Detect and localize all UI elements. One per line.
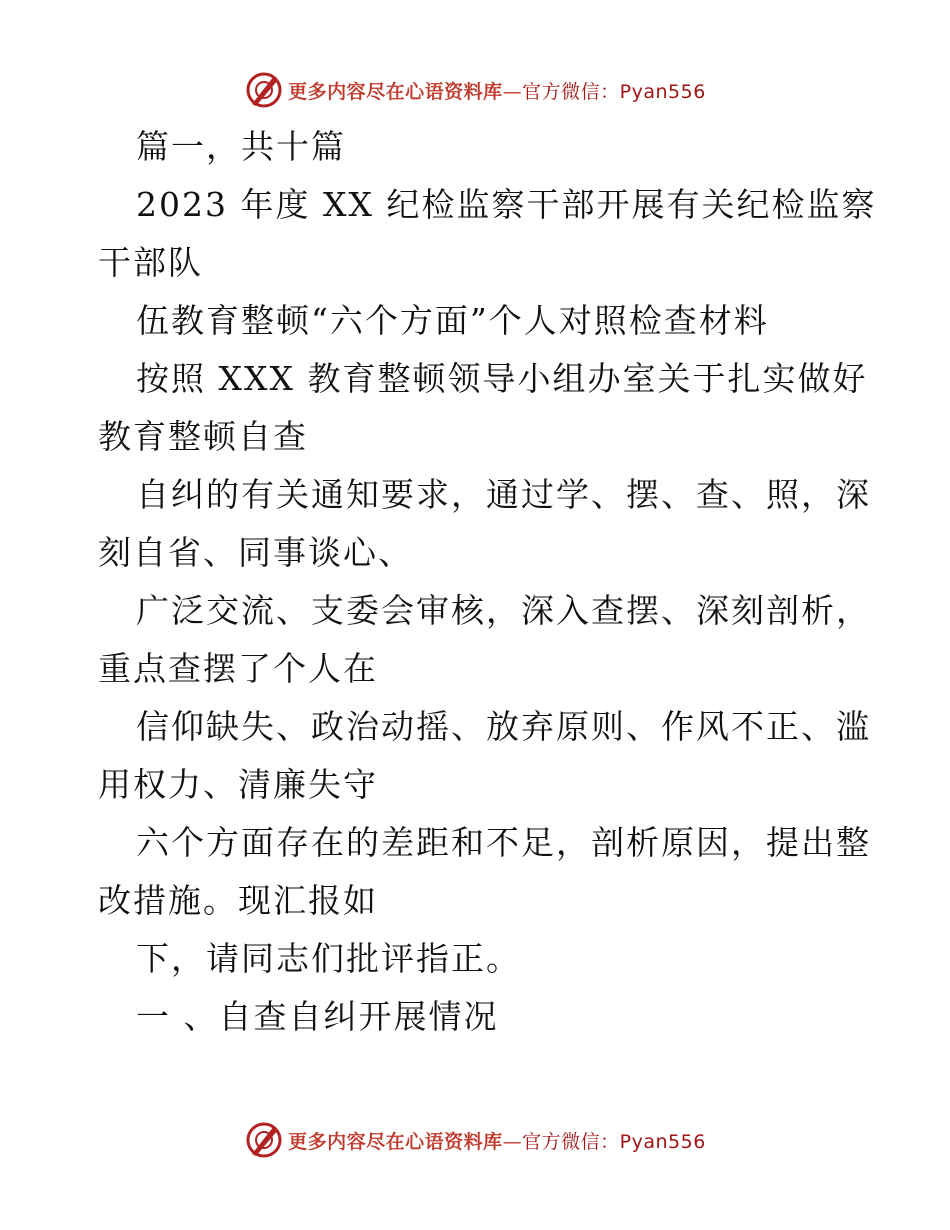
footer-watermark-banner — [0, 1118, 950, 1162]
document-line: 改措施。现汇报如 — [98, 881, 378, 920]
document-line: 信仰缺失、政治动摇、放弃原则、作风不正、滥 — [136, 707, 871, 746]
footer-dash: — — [502, 1130, 523, 1153]
header-watermark-text — [288, 77, 706, 104]
footer-site-text: 更多内容尽在心语资料库 — [288, 1130, 503, 1153]
document-line: 重点查摆了个人在 — [98, 649, 378, 688]
document-line: 广泛交流、支委会审核，深入查摆、深刻剖析， — [136, 591, 871, 630]
header-wechat-text: 官方微信：Pyan556 — [522, 80, 706, 103]
footer-watermark-text — [288, 1127, 706, 1154]
document-body — [98, 118, 877, 1046]
header-site-text: 更多内容尽在心语资料库 — [288, 80, 503, 103]
document-line: 按照 XXX 教育整顿领导小组办室关于扎实做好 — [136, 359, 868, 398]
header-dash: — — [502, 80, 523, 103]
document-line: 干部队 — [98, 243, 203, 282]
document-line: 刻自省、同事谈心、 — [98, 533, 413, 572]
document-line: 教育整顿自查 — [98, 417, 308, 456]
header-watermark-banner — [0, 68, 950, 112]
document-line: 一 、自查自纠开展情况 — [136, 997, 499, 1036]
pen-logo-icon — [244, 70, 284, 110]
document-line: 用权力、清廉失守 — [98, 765, 378, 804]
document-line: 篇一，共十篇 — [136, 127, 346, 166]
document-line: 六个方面存在的差距和不足，剖析原因，提出整 — [136, 823, 871, 862]
document-line: 自纠的有关通知要求，通过学、摆、查、照，深 — [136, 475, 871, 514]
document-line: 下，请同志们批评指正。 — [136, 939, 521, 978]
footer-wechat-text: 官方微信：Pyan556 — [522, 1130, 706, 1153]
document-line: 2023 年度 XX 纪检监察干部开展有关纪检监察 — [136, 185, 877, 224]
pen-logo-icon — [244, 1120, 284, 1160]
document-line: 伍教育整顿“六个方面”个人对照检查材料 — [136, 301, 769, 340]
